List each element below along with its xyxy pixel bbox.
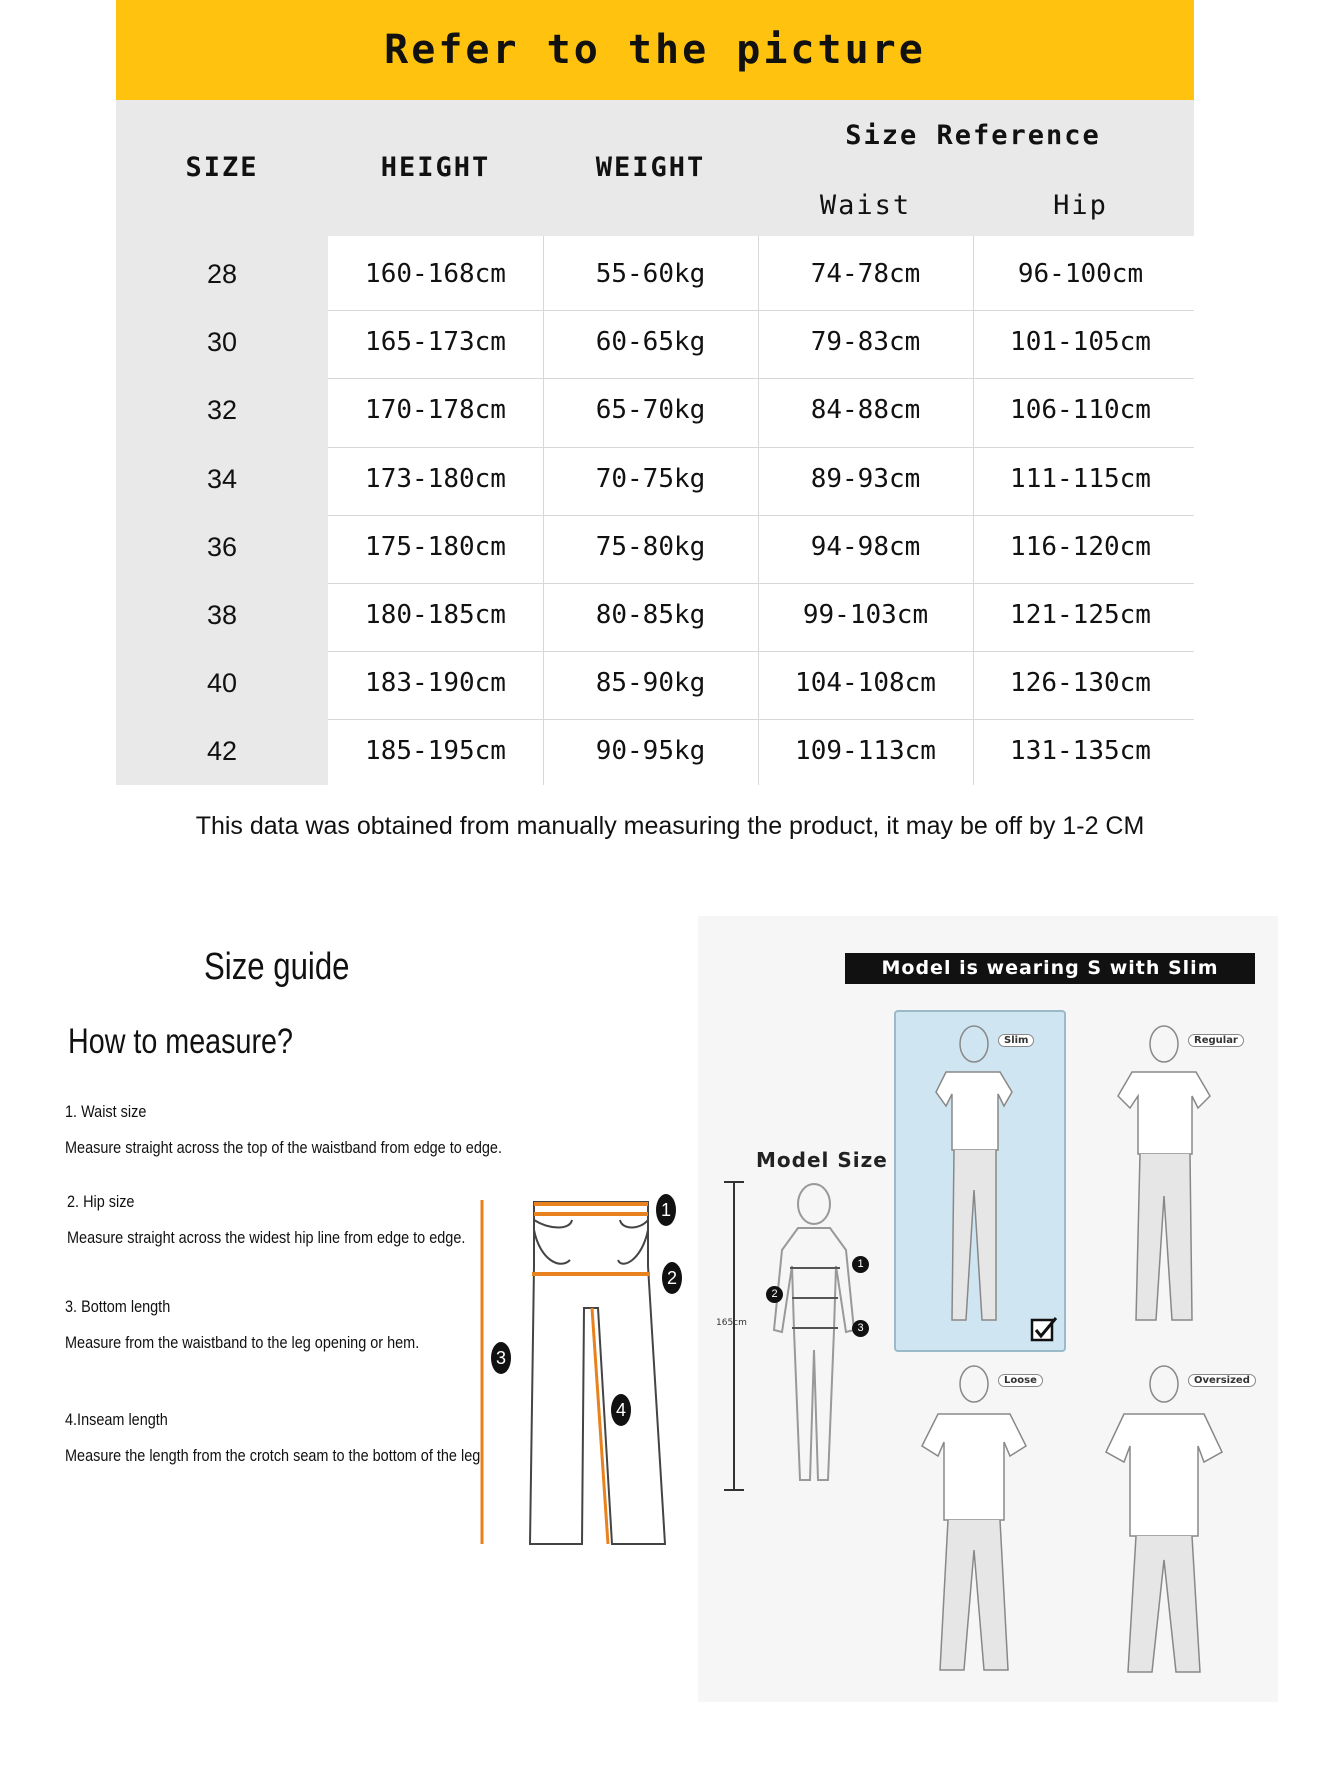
- marker-2-icon: 2: [662, 1262, 682, 1294]
- waist-cell: 99-103cm: [802, 600, 929, 630]
- header-size: SIZE: [185, 152, 259, 183]
- waist-cell: 89-93cm: [810, 463, 921, 494]
- row-divider: [328, 447, 1194, 448]
- fit-tag-loose: Loose: [998, 1374, 1043, 1387]
- waist-cell: 104-108cm: [795, 668, 936, 699]
- row-divider: [328, 310, 1194, 311]
- model-figure: [716, 1180, 896, 1496]
- header-weight: WEIGHT: [595, 152, 706, 183]
- waist-cell: 79-83cm: [810, 327, 921, 358]
- measurement-note: This data was obtained from manually measuring the product, it may be off by 1-2 CM: [195, 812, 1145, 840]
- step-title: 3. Bottom length: [65, 1297, 171, 1316]
- column-divider: [973, 236, 974, 785]
- model-marker-1-icon: 1: [852, 1256, 869, 1273]
- weight-cell: 60-65kg: [595, 327, 706, 358]
- waist-cell: 109-113cm: [795, 736, 936, 767]
- step-desc: Measure from the waistband to the leg opening or hem.: [65, 1333, 420, 1352]
- fit-tag-regular: Regular: [1188, 1034, 1244, 1047]
- step-desc: Measure straight across the widest hip line from edge to edge.: [67, 1228, 466, 1247]
- regular-figure-icon: [1090, 1020, 1250, 1340]
- waist-cell: 74-78cm: [810, 259, 921, 289]
- hip-cell: 131-135cm: [1010, 736, 1151, 767]
- hip-cell: 101-105cm: [1010, 327, 1151, 358]
- checkbox-checked-icon: [1030, 1316, 1058, 1344]
- banner: [116, 0, 1194, 100]
- hip-cell: 106-110cm: [1010, 395, 1151, 426]
- hip-cell: 121-125cm: [1010, 600, 1151, 630]
- row-divider: [328, 583, 1194, 584]
- row-divider: [328, 651, 1194, 652]
- step-title: 1. Waist size: [65, 1102, 147, 1121]
- model-size-label: Model Size: [756, 1148, 888, 1172]
- hip-cell: 126-130cm: [1010, 668, 1151, 699]
- step-desc: Measure straight across the top of the waistband from edge to edge.: [65, 1138, 502, 1157]
- size-cell: 40: [206, 668, 238, 699]
- fit-tag-oversized: Oversized: [1188, 1374, 1256, 1387]
- header-height: HEIGHT: [380, 152, 491, 183]
- step-title: 4.Inseam length: [65, 1410, 168, 1429]
- pants-diagram: [470, 1190, 690, 1560]
- height-cell: 175-180cm: [365, 531, 506, 562]
- waist-cell: 84-88cm: [810, 395, 921, 426]
- height-cell: 183-190cm: [365, 668, 506, 699]
- guide-subtitle: How to measure?: [68, 1022, 293, 1061]
- size-cell: 34: [206, 463, 238, 494]
- hip-cell: 96-100cm: [1017, 259, 1144, 289]
- body-silhouette-icon: [774, 1184, 854, 1480]
- hip-cell: 111-115cm: [1010, 463, 1151, 494]
- weight-cell: 65-70kg: [595, 395, 706, 426]
- size-cell: 28: [206, 259, 238, 289]
- fit-tag-slim: Slim: [998, 1034, 1034, 1047]
- step-desc: Measure the length from the crotch seam to the bottom of the leg.: [65, 1446, 485, 1465]
- step-title: 2. Hip size: [67, 1192, 135, 1211]
- weight-cell: 90-95kg: [595, 736, 706, 767]
- size-cell: 38: [206, 600, 238, 630]
- row-divider: [328, 378, 1194, 379]
- column-divider: [758, 236, 759, 785]
- row-divider: [328, 515, 1194, 516]
- waist-cell: 94-98cm: [810, 531, 921, 562]
- model-marker-3-icon: 3: [852, 1320, 869, 1337]
- marker-4-icon: 4: [611, 1394, 631, 1426]
- height-cell: 180-185cm: [365, 600, 506, 630]
- height-cell: 165-173cm: [365, 327, 506, 358]
- height-cell: 170-178cm: [365, 395, 506, 426]
- height-cell: 173-180cm: [365, 463, 506, 494]
- weight-cell: 85-90kg: [595, 668, 706, 699]
- marker-3-icon: 3: [491, 1342, 511, 1374]
- height-ruler-icon: [724, 1182, 744, 1490]
- size-cell: 32: [206, 395, 238, 426]
- hip-cell: 116-120cm: [1010, 531, 1151, 562]
- banner-title: Refer to the picture: [384, 27, 926, 73]
- header-hip: Hip: [1053, 190, 1108, 221]
- column-divider: [543, 236, 544, 785]
- header-waist: Waist: [819, 190, 912, 221]
- weight-cell: 75-80kg: [595, 531, 706, 562]
- weight-cell: 80-85kg: [595, 600, 706, 630]
- size-cell: 36: [206, 531, 238, 562]
- weight-cell: 55-60kg: [595, 259, 706, 289]
- height-label: 165cm: [716, 1318, 747, 1328]
- model-marker-2-icon: 2: [766, 1286, 783, 1303]
- loose-figure-icon: [900, 1360, 1060, 1690]
- oversized-figure-icon: [1090, 1360, 1250, 1690]
- size-cell: 30: [206, 327, 238, 358]
- slim-figure-icon: [900, 1020, 1060, 1340]
- row-divider: [328, 719, 1194, 720]
- height-cell: 160-168cm: [365, 259, 506, 289]
- marker-1-icon: 1: [656, 1194, 676, 1226]
- size-cell: 42: [206, 736, 238, 767]
- height-cell: 185-195cm: [365, 736, 506, 767]
- header-size-reference: Size Reference: [845, 120, 1101, 151]
- guide-title: Size guide: [204, 946, 350, 988]
- weight-cell: 70-75kg: [595, 463, 706, 494]
- model-banner: Model is wearing S with Slim: [845, 953, 1255, 984]
